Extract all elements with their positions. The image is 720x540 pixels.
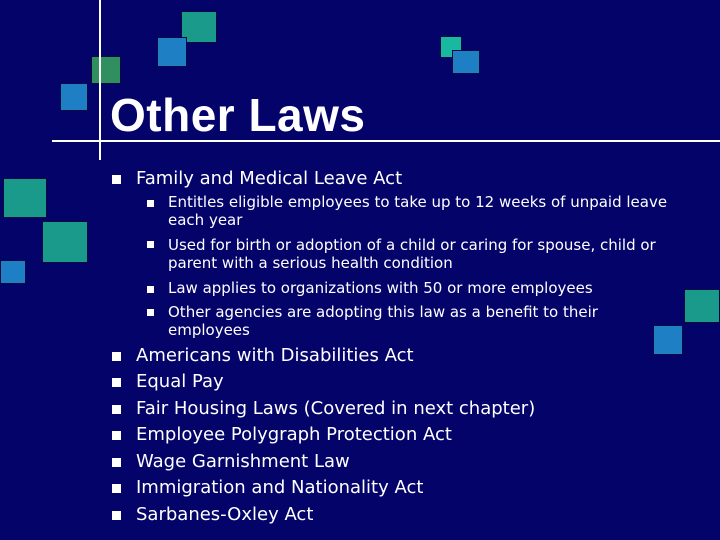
- sub-bullet-marker: [147, 286, 154, 293]
- sub-bullet-item: Used for birth or adoption of a child or caring for spouse, child or parent with a serious health condition: [168, 236, 656, 272]
- bullet-item: Sarbanes-Oxley Act: [136, 504, 314, 525]
- bullet-marker: [112, 431, 121, 440]
- sub-bullet-item: Other agencies are adopting this law as a benefit to their employees: [168, 303, 598, 339]
- decor-square: [0, 260, 26, 284]
- bullet-marker: [112, 352, 121, 361]
- sub-bullet-marker: [147, 241, 154, 248]
- bullet-item: Employee Polygraph Protection Act: [136, 424, 452, 445]
- bullet-marker: [112, 175, 121, 184]
- bullet-item: Fair Housing Laws (Covered in next chapter): [136, 398, 536, 419]
- decor-square: [3, 178, 47, 218]
- decor-square: [91, 56, 121, 84]
- sub-bullet-marker: [147, 309, 154, 316]
- sub-bullet-marker: [147, 200, 154, 207]
- bullet-marker: [112, 484, 121, 493]
- bullet-item: Wage Garnishment Law: [136, 451, 350, 472]
- decor-square: [60, 83, 88, 111]
- decor-square: [42, 221, 88, 263]
- bullet-marker: [112, 405, 121, 414]
- decor-square: [157, 37, 187, 67]
- sub-bullet-item: Law applies to organizations with 50 or more employees: [168, 279, 593, 297]
- bullet-marker: [112, 458, 121, 467]
- decor-line-vertical: [99, 0, 101, 160]
- bullet-marker: [112, 378, 121, 387]
- bullet-item: Americans with Disabilities Act: [136, 345, 414, 366]
- bullet-item: Immigration and Nationality Act: [136, 477, 424, 498]
- decor-square: [452, 50, 480, 74]
- sub-bullet-item: Entitles eligible employees to take up to 12 weeks of unpaid leave each year: [168, 193, 668, 229]
- page-title: Other Laws: [110, 89, 366, 141]
- decor-square: [684, 289, 720, 323]
- bullet-item: Family and Medical Leave Act: [136, 168, 403, 189]
- bullet-item: Equal Pay: [136, 371, 224, 392]
- bullet-marker: [112, 511, 121, 520]
